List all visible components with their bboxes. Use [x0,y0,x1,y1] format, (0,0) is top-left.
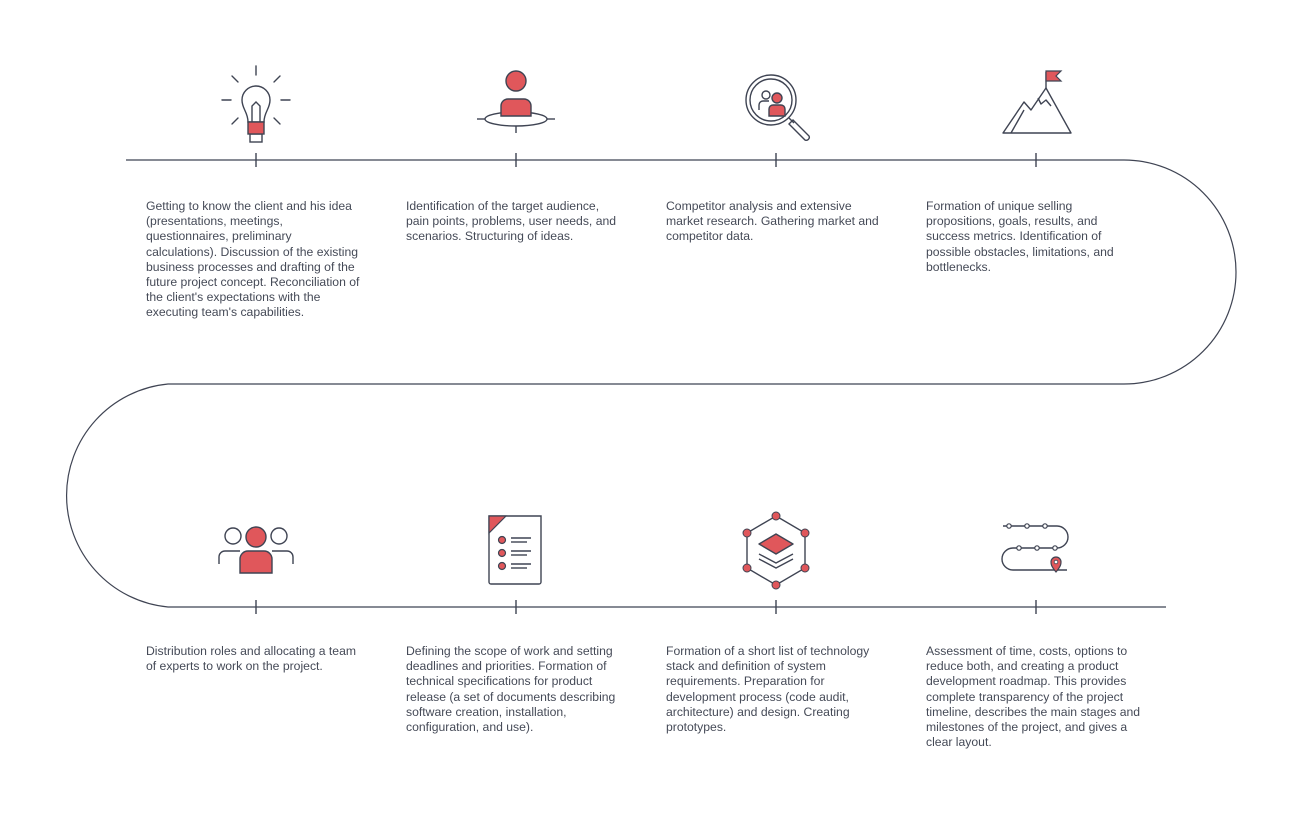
stage-6-description: Defining the scope of work and setting deadlines and priorities. Formation of technical specifications for product release (a set of documents describing software creation, installation, configuration, and use). [406,644,616,735]
roadmap-icon [991,506,1081,596]
team-icon [211,506,301,596]
stage-5-description: Distribution roles and allocating a team of experts to work on the project. [146,644,357,674]
document-list-icon [471,506,561,596]
mountain-flag-icon [991,60,1081,150]
tech-stack-icon [731,506,821,596]
stage-4-description: Formation of unique selling propositions, goals, results, and success metrics. Identification of possible obstacles, limitations, and bottlenecks. [926,199,1114,274]
stage-1-description: Getting to know the client and his idea (presentations, meetings, questionnaires, preliminary calculations). Discussion of the existing business processes and drafting of the future project concept. Reconciliation of the client's expectations with the executing team's capabilities. [146,199,360,320]
stage-8-description: Assessment of time, costs, options to reduce both, and creating a product development roadmap. This provides complete transparency of the project timeline, describes the main stages and milestones of the project, and gives a clear layout. [926,644,1141,750]
stage-2-description: Identification of the target audience, pain points, problems, user needs, and scenarios. Structuring of ideas. [406,199,617,244]
stage-3-description: Competitor analysis and extensive market research. Gathering market and competitor data. [666,199,879,244]
stage-7-description: Formation of a short list of technology stack and definition of system requirements. Preparation for development process (code audit, architecture) and design. Creating prototypes. [666,644,870,735]
lightbulb-icon [211,60,301,150]
magnifier-users-icon [731,60,821,150]
target-user-icon [471,60,561,150]
